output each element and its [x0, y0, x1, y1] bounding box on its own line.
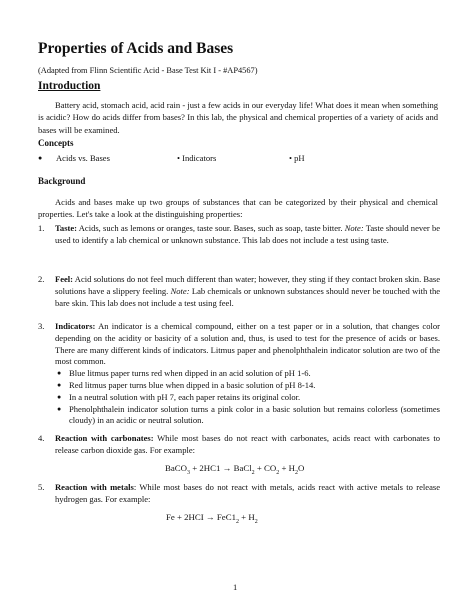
concept-item: Acids vs. Bases: [56, 153, 110, 163]
property-note: Lab chemicals or unknown substances should never be touched with the bare skin. This lab does not include a test using feel.: [55, 285, 441, 308]
property-note: Taste should never be used to identify a lab chemical or unknown substance. This lab does not include a test using taste.: [55, 223, 441, 245]
list-item: ● Red litmus paper turns blue when dipped in a basic solution of pH 8-14.: [57, 379, 316, 390]
property-taste: [38, 223, 440, 263]
page-subtitle: (Adapted from Flinn Scientific Acid - Base Test Kit I - #AP4567): [38, 66, 258, 75]
concept-item: • Indicators: [177, 153, 217, 163]
bullet-icon: ●: [57, 404, 62, 413]
property-feel: [38, 274, 440, 314]
property-label: Reaction with carbonates:: [55, 433, 154, 443]
property-text: : While most bases do not react with metals, acids react with active metals to release hydrogen gas. For example:: [55, 482, 440, 504]
bullet-icon: ●: [57, 369, 62, 378]
property-number: 2.: [38, 274, 45, 284]
note-label: Note:: [344, 223, 364, 233]
property-number: 4.: [38, 433, 45, 443]
concept-item: • pH: [289, 153, 305, 163]
property-number: 3.: [38, 321, 45, 331]
note-label: Note:: [170, 285, 190, 296]
background-text: Acids and bases make up two groups of substances that can be categorized by their physical and chemical properties. Let's take a look at the distinguishing properties:: [38, 197, 438, 220]
concepts-list: [38, 153, 438, 165]
property-text: Acid solutions do not feel much different than water; however, they sting if they contact broken skin. Base solutions have a slippery feeling.: [55, 274, 441, 296]
list-item: ● In a neutral solution with pH 7, each paper retains its original color.: [57, 391, 301, 402]
property-number: 5.: [38, 482, 45, 492]
introduction-text: Battery acid, stomach acid, acid rain - just a few acids in our everyday life! What does it mean when something is acidic? How do acids differ from bases? In this lab, the physical and chemical properties of a variety of acids and bases will be examined.: [38, 100, 438, 135]
property-label: Reaction with metals: [55, 482, 134, 492]
carbonate-equation: BaCO$_3$ + 2HC1 → BaCl$_2$ + $CO_2 + H_2O$: [165, 463, 305, 476]
bullet-icon: ●: [57, 392, 62, 401]
concepts-heading: Concepts: [38, 138, 74, 148]
property-text: While most bases do not react with carbonates, acids react with carbonates to release carbon dioxide gas. For example:: [55, 433, 440, 455]
introduction-heading: Introduction: [38, 80, 101, 92]
property-carbonates: [38, 433, 440, 461]
list-item: ● Blue litmus paper turns red when dipped in an acid solution of pH 1-6.: [57, 368, 311, 379]
property-text: An indicator is a chemical compound, either on a test paper or in a solution, that changes color depending on the acidity or basicity of a solution and, thus, is used to test for the presence of acids or bases. There are many different kinds of indicators. Litmus paper and phenolphthalein indicator solution are two of the most common.: [55, 321, 440, 367]
page-title: Properties of Acids and Bases: [38, 40, 234, 57]
property-label: Indicators:: [55, 321, 96, 331]
property-text: Acids, such as lemons or oranges, taste sour. Bases, such as soap, taste bitter.: [78, 223, 343, 233]
property-label: Taste:: [55, 223, 78, 233]
property-indicators: [38, 321, 440, 426]
indicator-list: [55, 368, 440, 427]
page-number: 1: [233, 582, 238, 592]
bullet-icon: ●: [57, 380, 62, 389]
metal-equation: $Fe + 2HCI \to FeC1_2 + H_2$: [166, 512, 258, 525]
list-item: ● Phenolphthalein indicator solution turns a pink color in a basic solution but remains colorless (sometimes cloudy) in an acidic or neutral solution.: [57, 403, 440, 426]
property-metals: [38, 482, 440, 510]
concepts-bullet-icon: ●: [38, 154, 43, 162]
background-heading: Background: [38, 176, 86, 186]
property-number: 1.: [38, 223, 45, 233]
property-label: Feel:: [55, 274, 74, 284]
